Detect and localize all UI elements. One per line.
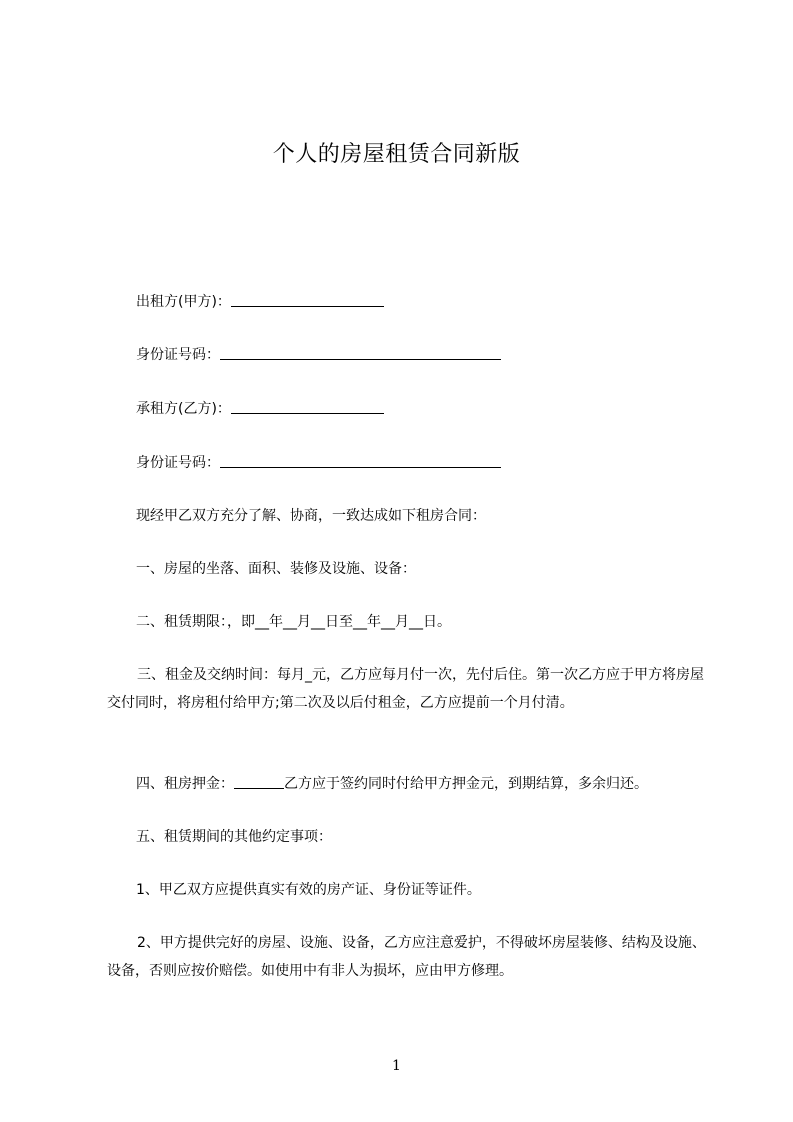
clause-1: 一、房屋的坐落、面积、装修及设施、设备： [136,561,416,577]
clause-5: 五、租赁期间的其他约定事项： [136,829,332,845]
lessee-blank [231,399,384,414]
lessee-id-label: 身份证号码： [136,455,220,471]
deposit-text: 乙方应于签约同时付给甲方押金元，到期结算，多余归还。 [284,776,648,792]
clause-4 [136,773,648,795]
lessee-id-field [136,452,501,474]
lessor-field [136,291,384,313]
clause-3: 三、租金及交纳时间：每月_元，乙方应每月付一次，先付后住。第一次乙方应于甲方将房屋交付同时，将房租付给甲方;第二次及以后付租金，乙方应提前一个月付清。 [107,667,704,711]
lessor-label: 出租方(甲方)： [136,294,231,310]
page-number: 1 [392,1058,401,1074]
lessee-label: 承租方(乙方)： [136,401,231,417]
lessor-id-field [136,344,501,366]
item-1: 1、甲乙双方应提供真实有效的房产证、身份证等证件。 [136,882,481,898]
lessor-blank [231,292,384,307]
deposit-blank [234,774,284,789]
intro-paragraph: 现经甲乙双方充分了解、协商，一致达成如下租房合同： [136,508,486,524]
deposit-label: 四、租房押金： [136,776,234,792]
lessee-field [136,398,384,420]
lessee-id-blank [220,453,501,468]
item-2: 2、甲方提供完好的房屋、设施、设备，乙方应注意爱护，不得破坏房屋装修、结构及设施、设备，否则应按价赔偿。如使用中有非人为损坏，应由甲方修理。 [107,935,706,979]
lessor-id-label: 身份证号码： [136,347,220,363]
document-title: 个人的房屋租赁合同新版 [272,142,521,167]
clause-2: 二、租赁期限：，即__年__月__日至__年__月__日。 [136,614,451,630]
lessor-id-blank [220,345,501,360]
